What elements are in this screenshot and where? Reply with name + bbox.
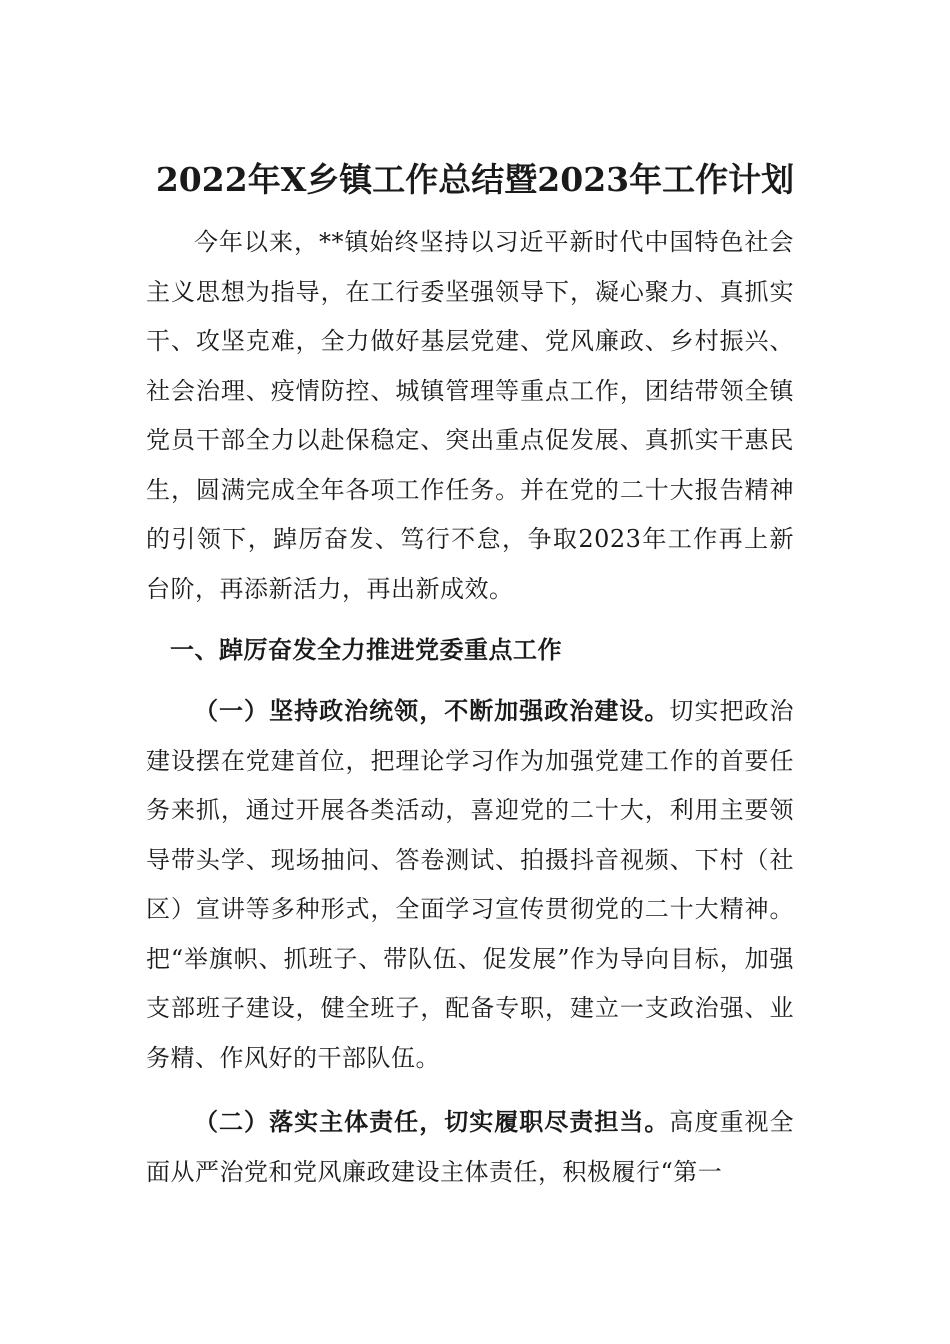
- document-body: [146, 218, 794, 1197]
- section-1-item-1: [146, 686, 794, 1083]
- item-1-body: 切实把政治建设摆在党建首位，把理论学习作为加强党建工作的首要任务来抓，通过开展各类活动，喜迎党的二十大，利用主要领导带头学、现场抽问、答卷测试、拍摄抖音视频、下村（社区）宣讲等多种形式，全面学习宣传贯彻党的二十大精神。把“举旗帜、抓班子、带队伍、促发展”作为导向目标，加强支部班子建设，健全班子，配备专职，建立一支政治强、业务精、作风好的干部队伍。: [146, 697, 795, 1072]
- section-1-item-2: [146, 1097, 794, 1197]
- item-2-lead: （二）落实主体责任，切实履职尽责担当。: [194, 1107, 670, 1136]
- document-title: 2022年X乡镇工作总结暨2023年工作计划: [155, 160, 795, 199]
- section-1-heading: 一、踔厉奋发全力推进党委重点工作: [170, 635, 562, 664]
- intro-paragraph: 今年以来，**镇始终坚持以习近平新时代中国特色社会主义思想为指导，在工行委坚强领导下，凝心聚力、真抓实干、攻坚克难，全力做好基层党建、党风廉政、乡村振兴、社会治理、疫情防控、城镇管理等重点工作，团结带领全镇党员干部全力以赴保稳定、突出重点促发展、真抓实干惠民生，圆满完成全年各项工作任务。并在党的二十大报告精神的引领下，踔厉奋发、笃行不怠，争取2023年工作再上新台阶，再添新活力，再出新成效。: [146, 228, 794, 603]
- item-1-lead: （一）坚持政治统领，不断加强政治建设。: [194, 696, 670, 725]
- item-2-body: 高度重视全面从严治党和党风廉政建设主体责任，积极履行“第一: [146, 1108, 795, 1186]
